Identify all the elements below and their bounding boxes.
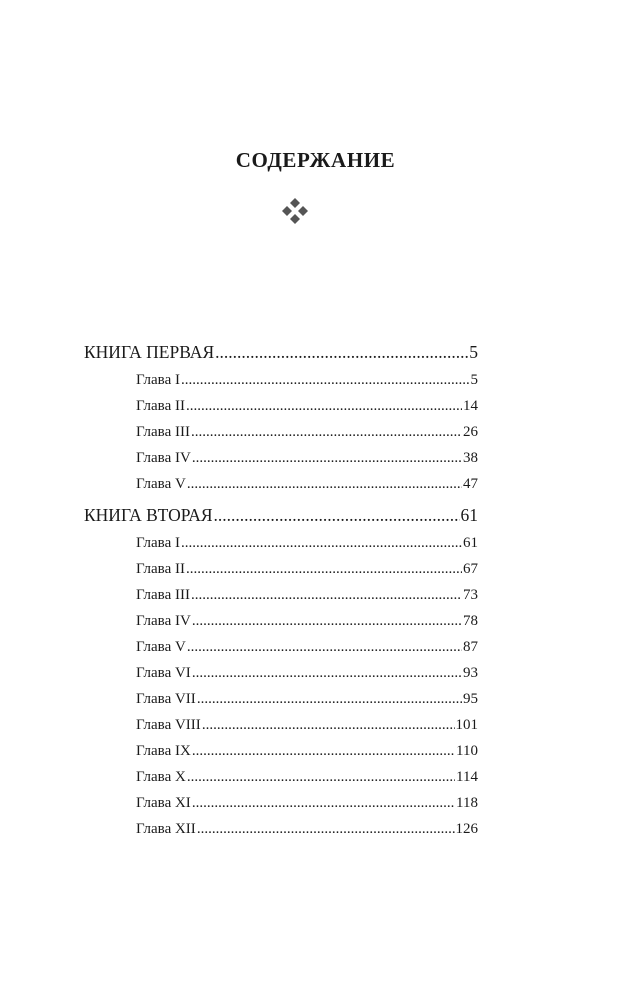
toc-chapter-entry[interactable]: [136, 587, 478, 604]
toc-chapter-entry[interactable]: [136, 424, 478, 441]
dot-leader: [181, 372, 470, 389]
dot-leader: [187, 639, 462, 656]
page-title: СОДЕРЖАНИЕ: [235, 148, 396, 172]
toc-page-number: 101: [455, 717, 478, 733]
toc-chapter-entry[interactable]: [136, 717, 478, 734]
toc-chapter-label: Глава VII: [136, 691, 196, 707]
dot-leader: [181, 535, 462, 552]
fleuron-icon: [280, 196, 310, 226]
toc-chapter-label: Глава III: [136, 587, 190, 603]
toc-page-number: 114: [456, 769, 478, 785]
toc-chapter-label: Глава II: [136, 398, 185, 414]
dot-leader: [215, 342, 468, 363]
toc-page-number: 95: [463, 691, 478, 707]
toc-chapter-entry[interactable]: [136, 795, 478, 812]
toc-page-number: 47: [463, 476, 478, 492]
toc-chapter-label: Глава VI: [136, 665, 191, 681]
toc-chapter-label: Глава V: [136, 639, 186, 655]
toc-page-number: 87: [463, 639, 478, 655]
dot-leader: [187, 769, 455, 786]
toc-chapter-entry[interactable]: [136, 665, 478, 682]
toc-page-number: 61: [460, 505, 478, 525]
toc-page-number: 73: [463, 587, 478, 603]
toc-chapter-label: Глава IV: [136, 613, 191, 629]
dot-leader: [191, 424, 462, 441]
toc-chapter-entry[interactable]: [136, 372, 478, 389]
toc-page-number: 14: [463, 398, 478, 414]
toc-chapter-entry[interactable]: [136, 450, 478, 467]
toc-page-number: 5: [470, 372, 478, 388]
toc-chapter-label: Глава III: [136, 424, 190, 440]
toc-page-number: 126: [455, 821, 478, 837]
toc-page-number: 110: [456, 743, 478, 759]
toc-page-number: 61: [463, 535, 478, 551]
toc-book-label: КНИГА ВТОРАЯ: [84, 505, 213, 525]
toc-chapter-entry[interactable]: [136, 743, 478, 760]
toc-chapter-entry[interactable]: [136, 398, 478, 415]
toc-book-label: КНИГА ПЕРВАЯ: [84, 342, 215, 362]
toc-chapter-label: Глава VIII: [136, 717, 201, 733]
dot-leader: [187, 476, 462, 493]
dot-leader: [192, 450, 462, 467]
toc-chapter-label: Глава II: [136, 561, 185, 577]
dot-leader: [192, 743, 455, 760]
toc-page-number: 78: [463, 613, 478, 629]
toc-chapter-entry[interactable]: [136, 821, 478, 838]
toc-chapter-label: Глава X: [136, 769, 186, 785]
toc-chapter-entry[interactable]: [136, 639, 478, 656]
toc-book-entry[interactable]: [84, 342, 478, 363]
toc-chapter-entry[interactable]: [136, 476, 478, 493]
toc-chapter-entry[interactable]: [136, 535, 478, 552]
dot-leader: [197, 821, 455, 838]
toc-chapter-entry[interactable]: [136, 561, 478, 578]
dot-leader: [197, 691, 462, 708]
toc-page-number: 67: [463, 561, 478, 577]
toc-page-number: 118: [456, 795, 478, 811]
dot-leader: [186, 561, 462, 578]
dot-leader: [192, 665, 462, 682]
dot-leader: [191, 587, 462, 604]
toc-chapter-entry[interactable]: [136, 769, 478, 786]
toc-chapter-label: Глава I: [136, 372, 180, 388]
toc-chapter-label: Глава XII: [136, 821, 196, 837]
dot-leader: [192, 795, 455, 812]
dot-leader: [214, 505, 460, 526]
toc-chapter-label: Глава XI: [136, 795, 191, 811]
toc-chapter-label: Глава IV: [136, 450, 191, 466]
toc-chapter-label: Глава IX: [136, 743, 191, 759]
toc-page-number: 38: [463, 450, 478, 466]
toc-chapter-label: Глава I: [136, 535, 180, 551]
toc-chapter-entry[interactable]: [136, 691, 478, 708]
toc-chapter-entry[interactable]: [136, 613, 478, 630]
toc-page-number: 93: [463, 665, 478, 681]
dot-leader: [186, 398, 462, 415]
dot-leader: [192, 613, 462, 630]
toc-book-entry[interactable]: [84, 505, 478, 526]
toc-chapter-label: Глава V: [136, 476, 186, 492]
dot-leader: [202, 717, 455, 734]
toc-page-number: 5: [469, 342, 478, 362]
toc-page-number: 26: [463, 424, 478, 440]
